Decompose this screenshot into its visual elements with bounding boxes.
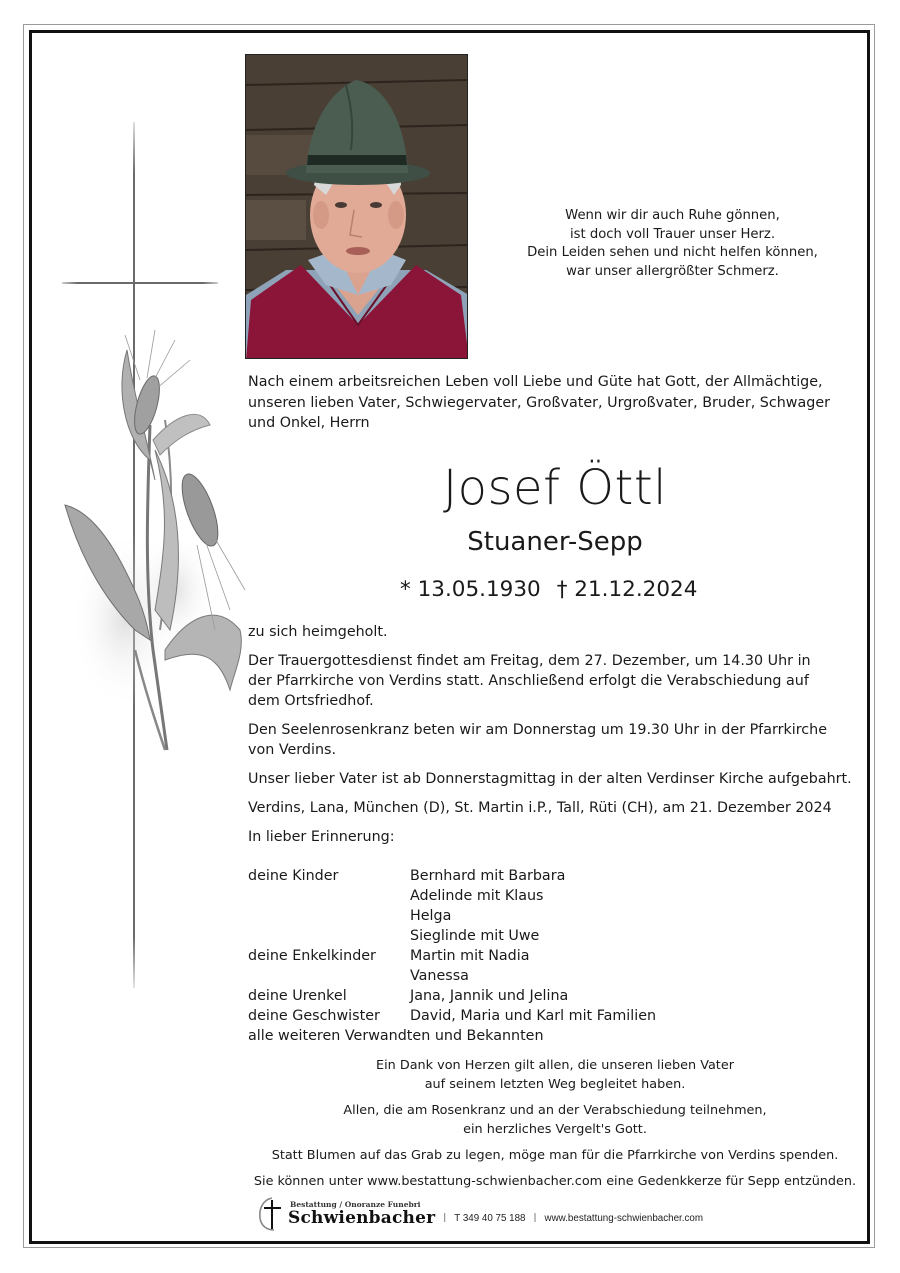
relation-label [248,926,410,946]
mourner-names: Adelinde mit Klaus [410,888,544,904]
memorial-poem [510,207,835,281]
mourner-row [248,986,808,1006]
relation-label [248,906,410,926]
rosary-line: von Verdins. [248,742,337,758]
mourner-row [248,866,808,886]
relatives-closing: alle weiteren Verwandten und Bekannten [248,1028,544,1044]
mourner-names: Bernhard mit Barbara [410,868,566,884]
flowers-donation-text: Statt Blumen auf das Grab zu legen, möge man für die Pfarrkirche von Verdins spenden. [271,1148,839,1163]
relation-label [248,886,410,906]
cross-horizontal-beam [62,282,218,284]
rosary-paragraph [248,720,863,760]
relation-label: deine Enkelkinder [248,948,376,964]
rosary-line: Den Seelenrosenkranz beten wir am Donnerstag um 19.30 Uhr in der Pfarrkirche [248,722,828,738]
mourner-names: Vanessa [410,968,469,984]
relation-label: deine Kinder [248,868,339,884]
deceased-name: Josef Öttl [443,460,667,516]
birth-date: * 13.05.1930 [400,577,541,602]
mourner-row [248,906,808,926]
funeral-home-footer [258,1194,703,1234]
relation-label: deine Urenkel [248,988,347,1004]
relation-label: deine Geschwister [248,1008,380,1024]
poem-line: Wenn wir dir auch Ruhe gönnen, [565,208,780,223]
mourner-names: Sieglinde mit Uwe [410,928,540,944]
cross-logo-icon [258,1196,284,1232]
mourner-names: Helga [410,908,452,924]
memorial-candle-text: Sie können unter www.bestattung-schwienbacher.com eine Gedenkkerze für Sepp entzünden. [253,1174,857,1189]
deceased-nickname: Stuaner-Sepp [467,527,643,557]
funeral-line: Der Trauergottesdienst findet am Freitag, dem 27. Dezember, um 14.30 Uhr in [248,653,811,669]
thanks-section [250,1056,860,1198]
funeral-home-logo [288,1200,435,1228]
poem-line: Dein Leiden sehen und nicht helfen können, [527,245,818,260]
wheat-sketch-icon [55,330,255,760]
logo-subtitle: Bestattung / Onoranze Funebri [290,1200,421,1209]
mourner-names: Martin mit Nadia [410,948,530,964]
vergelts-gott-paragraph [250,1101,860,1139]
vergelts-line: Allen, die am Rosenkranz und an der Verabschiedung teilnehmen, [343,1103,767,1118]
footer-separator: | [533,1213,537,1223]
death-date: † 21.12.2024 [556,577,698,602]
logo-company-name: Schwienbacher [288,1208,436,1228]
life-dates [400,575,740,605]
remembrance-heading: In lieber Erinnerung: [248,829,395,845]
portrait-photo [245,54,468,359]
mourners-list [248,866,808,1046]
poem-line: ist doch voll Trauer unser Herz. [569,226,776,242]
thanks-paragraph [250,1056,860,1094]
intro-line: Nach einem arbeitsreichen Leben voll Liebe und Güte hat Gott, der Allmächtige, [248,374,823,390]
announcement-body [248,622,863,856]
intro-line: und Onkel, Herrn [248,415,370,431]
funeral-line: der Pfarrkirche von Verdins statt. Anschließend erfolgt die Verabschiedung auf [248,673,809,689]
footer-website-link[interactable]: www.bestattung-schwienbacher.com [544,1212,703,1224]
mourner-row [248,966,808,986]
laid-out-text: Unser lieber Vater ist ab Donnerstagmittag in der alten Verdinser Kirche aufgebahrt. [248,771,852,787]
vergelts-line: ein herzliches Vergelt's Gott. [463,1122,647,1137]
relation-label [248,966,410,986]
thanks-line: auf seinem letzten Weg begleitet haben. [424,1077,686,1092]
mourner-row [248,1006,808,1026]
intro-paragraph [248,372,868,434]
mourner-row [248,946,808,966]
thanks-line: Ein Dank von Herzen gilt allen, die unseren lieben Vater [376,1058,734,1073]
place-date-text: Verdins, Lana, München (D), St. Martin i.P., Tall, Rüti (CH), am 21. Dezember 2024 [248,800,832,816]
mourner-names: David, Maria und Karl mit Familien [410,1008,657,1024]
footer-phone: T 349 40 75 188 [454,1212,526,1224]
funeral-line: dem Ortsfriedhof. [248,693,374,709]
intro-line: unseren lieben Vater, Schwiegervater, Großvater, Urgroßvater, Bruder, Schwager [248,394,830,411]
mourner-row [248,886,808,906]
poem-line: war unser allergrößter Schmerz. [566,263,779,279]
mourner-row [248,926,808,946]
taken-home-text: zu sich heimgeholt. [248,624,388,640]
mourner-names: Jana, Jannik und Jelina [410,988,569,1004]
funeral-service-paragraph [248,651,863,711]
footer-separator: | [443,1213,447,1223]
